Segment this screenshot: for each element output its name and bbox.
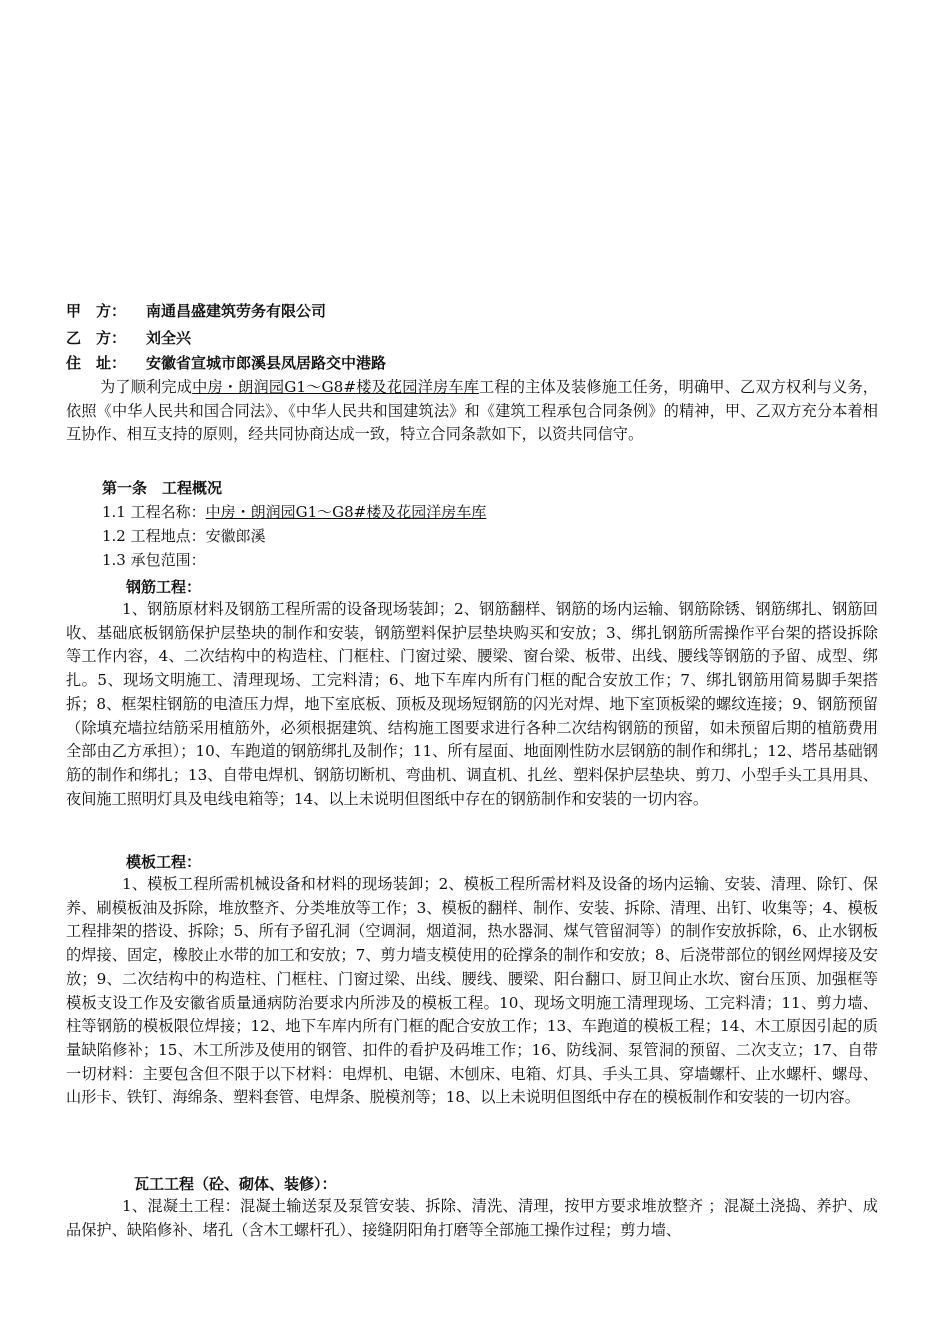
formwork-paragraph: 1、模板工程所需机械设备和材料的现场装卸；2、模板工程所需材料及设备的场内运输、安装、清理、除钉、保养、刷模板油及拆除，堆放整齐、分类堆放等工作；3、模板的翻样、制作、安装、拆除、清理、出钉、收集等；4、模板工程排架的搭设、拆除；5、所有予留孔洞（空调洞，烟道洞，热水器洞、煤气管留洞等）的制作安放拆除，6、止水钢板的焊接、固定，橡胶止水带的加工和安放；7、剪力墙支模使用的砼撑条的制作和安放；8、后浇带部位的钢丝网焊接及安放；9、二次结构中的构造柱、门框柱、门窗过梁、出线、腰线、腰梁、阳台翻口、厨卫间止水坎、窗台压顶、加强框等模板支设工作及安徽省质量通病防治要求内所涉及的模板工程。10、现场文明施工清理现场、工完料清；11、剪力墙、柱等钢筋的模板限位焊接；12、地下车库内所有门框的配合安放工作；13、车跑道的模板工程；14、木工原因引起的质量缺陷修补；15、木工所涉及使用的钢管、扣件的看护及码堆工作；16、防线洞、泵管洞的预留、二次支立；17、自带一切材料：主要包含但不限于以下材料：电焊机、电锯、木刨床、电箱、灯具、手头工具、穿墙螺杆、止水螺杆、螺母、山形卡、铁钉、海绵条、塑料套管、电焊条、脱模剂等；18、以上未说明但图纸中存在的模板制作和安装的一切内容。	[66, 875, 878, 1107]
intro-project-name: 中房・朗润园G1～G8#楼及花园洋房车库	[192, 378, 480, 396]
masonry-heading: 瓦工工程（砼、砌体、装修）：	[134, 1175, 337, 1193]
project-name-line	[102, 502, 486, 522]
masonry-paragraph: 1、混凝土工程：混凝土输送泵及泵管安装、拆除、清洗、清理，按甲方要求堆放整齐 ；混凝土浇捣、养护、成品保护、缺陷修补、堵孔（含木工螺杆孔）、接缝阴阳角打磨等全部施工操作过程；剪力墙、	[66, 1197, 878, 1239]
address-label: 住 址：	[66, 354, 127, 372]
party-b-value: 刘全兴	[146, 329, 192, 347]
project-name-value: 中房・朗润园G1～G8#楼及花园洋房车库	[205, 503, 487, 521]
scope-line	[102, 550, 206, 570]
intro-paragraph	[66, 376, 878, 447]
intro-prefix: 为了顺利完成	[100, 378, 193, 396]
address-row	[66, 353, 386, 373]
rebar-paragraph: 1、钢筋原材料及钢筋工程所需的设备现场装卸；2、钢筋翻样、钢筋的场内运输、钢筋除锈、钢筋绑扎、钢筋回收、基础底板钢筋保护层垫块的制作和安装，钢筋塑料保护层垫块购买和安放；3、绑扎钢筋所需操作平台架的搭设拆除等工作内容，4、二次结构中的构造柱、门框柱、门窗过梁、腰梁、窗台梁、板带、出线、腰线等钢筋的予留、成型、绑扎。5、现场文明施工、清理现场、工完料清；6、地下车库内所有门框的配合安放工作；7、绑扎钢筋用简易脚手架搭拆；8、框架柱钢筋的电渣压力焊，地下室底板、顶板及现场短钢筋的闪光对焊、地下室顶板梁的螺纹连接；9、钢筋预留（除填充墙拉结筋采用植筋外，必须根据建筑、结构施工图要求进行各种二次结构钢筋的预留，如未预留后期的植筋费用全部由乙方承担）；10、车跑道的钢筋绑扎及制作；11、所有屋面、地面刚性防水层钢筋的制作和绑扎；12、塔吊基础钢筋的制作和绑扎；13、自带电焊机、钢筋切断机、弯曲机、调直机、扎丝、塑料保护层垫块、剪刀、小型手头工具用具、夜间施工照明灯具及电线电箱等；14、以上未说明但图纸中存在的钢筋制作和安装的一切内容。	[66, 600, 878, 808]
scope-label: 1.3 承包范围：	[102, 551, 206, 569]
address-value: 安徽省宣城市郎溪县凤居路交中港路	[146, 354, 387, 372]
party-b-row	[66, 328, 191, 348]
party-b-label: 乙 方：	[66, 329, 127, 347]
party-a-value: 南通昌盛建筑劳务有限公司	[146, 302, 327, 320]
article1-heading: 第一条 工程概况	[102, 479, 223, 497]
project-location-line	[102, 526, 266, 546]
party-a-row	[66, 301, 326, 321]
party-a-label: 甲 方：	[66, 302, 127, 320]
rebar-heading: 钢筋工程：	[126, 578, 202, 596]
project-location-label: 1.2 工程地点：	[102, 527, 206, 545]
formwork-heading: 模板工程：	[126, 853, 202, 871]
project-name-label: 1.1 工程名称：	[102, 503, 206, 521]
intro-suffix: 工程的主体及装修施工任务，明确甲、乙双方权利与义务，依照《中华人民共和国合同法》、《中华人民共和国建筑法》和《建筑工程承包合同条例》的精神，甲、乙双方充分本着相互协作、相互支持的原则，经共同协商达成一致，特立合同条款如下，以资共同信守。	[66, 378, 878, 444]
project-location-value: 安徽郎溪	[205, 527, 266, 545]
